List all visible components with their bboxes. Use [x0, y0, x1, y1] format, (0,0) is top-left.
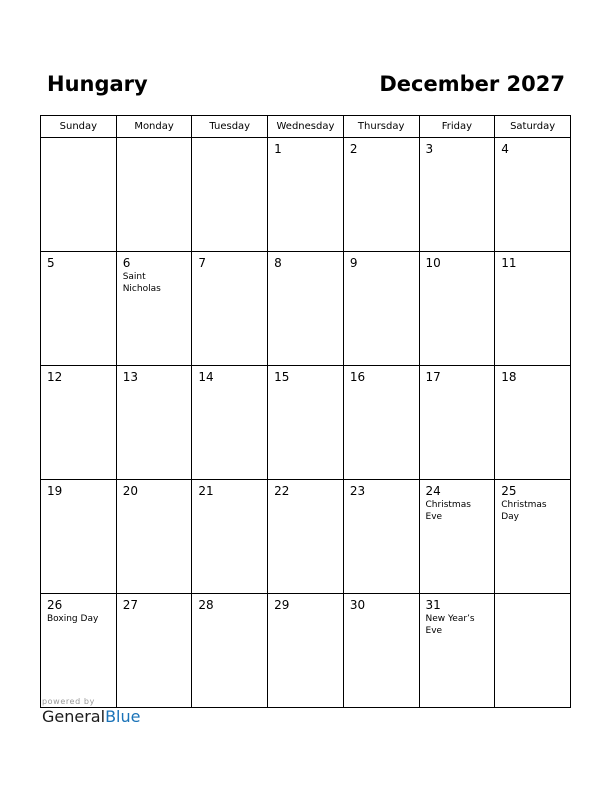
weekday-header: Monday	[116, 116, 192, 138]
day-cell	[343, 480, 419, 594]
weekday-header: Wednesday	[268, 116, 344, 138]
day-number: 6	[122, 256, 131, 270]
day-number: 1	[274, 142, 282, 156]
day-number: 10	[425, 256, 441, 270]
day-cell	[192, 366, 268, 480]
day-cell	[41, 138, 117, 252]
day-cell	[268, 594, 344, 708]
week-row	[41, 252, 571, 366]
day-number: 17	[425, 370, 441, 384]
day-number: 11	[501, 256, 517, 270]
day-number: 24	[425, 484, 441, 498]
day-number: 15	[274, 370, 290, 384]
day-cell	[419, 366, 495, 480]
day-cell	[343, 594, 419, 708]
day-cell	[343, 252, 419, 366]
day-number: 20	[122, 484, 138, 498]
day-number: 21	[198, 484, 214, 498]
day-number: 14	[198, 370, 214, 384]
weekday-header: Tuesday	[192, 116, 268, 138]
powered-by-text: powered by	[42, 697, 95, 706]
holiday-label: Boxing Day	[47, 614, 99, 624]
day-number: 2	[349, 142, 358, 156]
day-number: 4	[501, 142, 509, 156]
day-cell	[495, 480, 571, 594]
day-cell	[495, 138, 571, 252]
day-cell	[419, 480, 495, 594]
logo-general-text: General	[42, 707, 106, 726]
holiday-label: Christmas Day	[501, 500, 547, 522]
day-number: 5	[47, 256, 55, 270]
weekday-header: Thursday	[343, 116, 419, 138]
day-cell	[495, 594, 571, 708]
day-cell	[192, 480, 268, 594]
week-row	[41, 594, 571, 708]
day-cell	[116, 366, 192, 480]
day-cell	[268, 480, 344, 594]
day-number: 12	[47, 370, 63, 384]
week-row	[41, 366, 571, 480]
day-number: 8	[274, 256, 282, 270]
day-cell	[343, 366, 419, 480]
weekday-header: Sunday	[41, 116, 117, 138]
day-number: 26	[47, 598, 63, 612]
weekday-header: Saturday	[495, 116, 571, 138]
holiday-label: New Year’s Eve	[425, 614, 475, 636]
day-cell	[116, 138, 192, 252]
day-cell	[419, 138, 495, 252]
day-number: 29	[274, 598, 290, 612]
holiday-label: Saint Nicholas	[122, 272, 161, 294]
day-cell	[268, 138, 344, 252]
day-number: 30	[349, 598, 366, 612]
holiday-label: Christmas Eve	[425, 500, 471, 522]
day-cell	[192, 594, 268, 708]
day-cell	[419, 252, 495, 366]
day-number: 28	[198, 598, 214, 612]
day-number: 19	[47, 484, 63, 498]
day-cell	[268, 366, 344, 480]
day-number: 9	[349, 256, 358, 270]
day-number: 7	[198, 256, 207, 270]
day-number: 23	[349, 484, 366, 498]
weekday-header: Friday	[419, 116, 495, 138]
week-row	[41, 480, 571, 594]
generalblue-logo	[42, 707, 140, 726]
footer-branding	[42, 697, 140, 726]
country-title: Hungary	[47, 72, 148, 96]
day-cell	[343, 138, 419, 252]
day-cell	[41, 594, 117, 708]
day-cell	[495, 252, 571, 366]
day-cell	[41, 480, 117, 594]
day-cell	[116, 480, 192, 594]
day-number: 18	[501, 370, 517, 384]
day-number: 27	[122, 598, 138, 612]
day-number: 3	[425, 142, 434, 156]
day-cell	[116, 594, 192, 708]
day-cell	[495, 366, 571, 480]
day-number: 13	[122, 370, 138, 384]
day-cell	[116, 252, 192, 366]
day-cell	[41, 366, 117, 480]
day-cell	[41, 252, 117, 366]
day-number: 25	[501, 484, 517, 498]
logo-blue-text: Blue	[105, 707, 141, 726]
day-cell	[192, 252, 268, 366]
day-number: 16	[349, 370, 366, 384]
month-year-title: December 2027	[379, 72, 565, 96]
day-number: 31	[425, 598, 441, 612]
day-cell	[268, 252, 344, 366]
calendar-grid	[40, 115, 571, 708]
day-cell	[192, 138, 268, 252]
weekday-header-row	[41, 116, 571, 138]
week-row	[41, 138, 571, 252]
day-number: 22	[274, 484, 290, 498]
day-cell	[419, 594, 495, 708]
